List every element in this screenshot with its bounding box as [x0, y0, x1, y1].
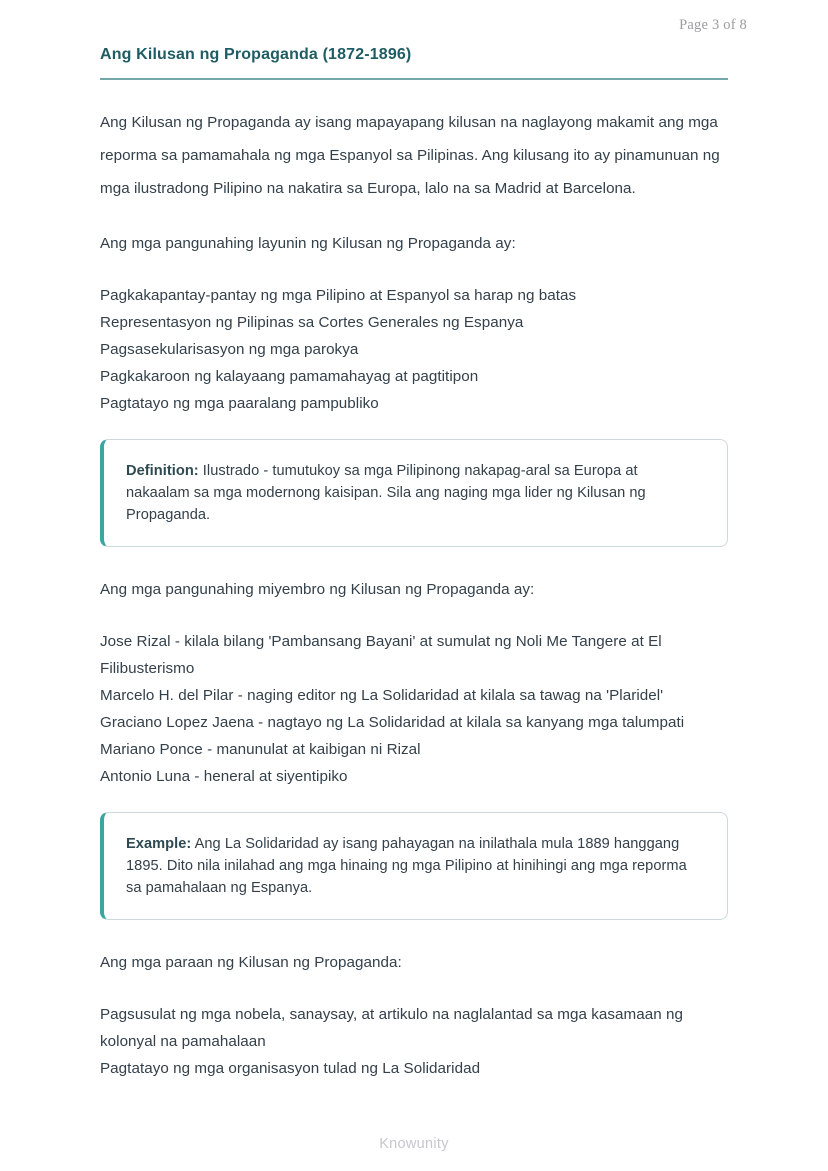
footer-brand-watermark: Knowunity	[379, 1136, 449, 1152]
list-item: Pagtatayo ng mga paaralang pampubliko	[100, 394, 379, 412]
methods-list	[100, 1001, 728, 1082]
definition-callout	[100, 439, 728, 547]
list-item: Pagtatayo ng mga organisasyon tulad ng La Solidaridad	[100, 1059, 481, 1077]
list-item: Mariano Ponce - manunulat at kaibigan ni Rizal	[100, 740, 421, 758]
list-item: Pagkakaroon ng kalayaang pamamahayag at pagtitipon	[100, 367, 479, 385]
definition-callout-text	[126, 460, 705, 526]
objectives-lead-paragraph: Ang mga pangunahing layunin ng Kilusan ng Propaganda ay:	[100, 234, 516, 252]
list-item: Representasyon ng Pilipinas sa Cortes Generales ng Espanya	[100, 313, 524, 331]
list-item: Pagsusulat ng mga nobela, sanaysay, at artikulo na naglalantad sa mga kasamaan ng kolonyal na pamahalaan	[100, 1005, 683, 1050]
example-callout-body: Ang La Solidaridad ay isang pahayagan na inilathala mula 1889 hanggang 1895. Dito nila inilahad ang mga hinaing ng mga Pilipino at hinihingi ang mga reporma sa pamahalaan ng Espanya.	[126, 835, 687, 896]
list-item: Antonio Luna - heneral at siyentipiko	[100, 767, 348, 785]
title-divider	[100, 78, 728, 80]
definition-callout-label: Definition:	[126, 462, 199, 479]
document-content	[100, 45, 728, 1104]
definition-callout-body: Ilustrado - tumutukoy sa mga Pilipinong nakapag-aral sa Europa at nakaalam sa mga modernong kaisipan. Sila ang naging mga lider ng Kilusan ng Propaganda.	[126, 462, 646, 523]
list-item: Marcelo H. del Pilar - naging editor ng La Solidaridad at kilala sa tawag na 'Plaridel'	[100, 686, 664, 704]
example-callout	[100, 812, 728, 920]
intro-paragraph: Ang Kilusan ng Propaganda ay isang mapayapang kilusan na naglayong makamit ang mga reporma sa pamamahala ng mga Espanyol sa Pilipinas. Ang kilusang ito ay pinamunuan ng mga ilustradong Pilipino na nakatira sa Europa, lalo na sa Madrid at Barcelona.	[100, 113, 720, 197]
example-callout-label: Example:	[126, 835, 192, 852]
methods-lead-paragraph: Ang mga paraan ng Kilusan ng Propaganda:	[100, 953, 402, 971]
members-list	[100, 628, 728, 790]
list-item: Jose Rizal - kilala bilang 'Pambansang Bayani' at sumulat ng Noli Me Tangere at El Filibusterismo	[100, 632, 662, 677]
list-item: Graciano Lopez Jaena - nagtayo ng La Solidaridad at kilala sa kanyang mga talumpati	[100, 713, 685, 731]
list-item: Pagsasekularisasyon ng mga parokya	[100, 340, 359, 358]
page-number-label: Page 3 of 8	[679, 17, 747, 33]
example-callout-text	[126, 833, 705, 899]
objectives-list	[100, 282, 728, 417]
list-item: Pagkakapantay-pantay ng mga Pilipino at Espanyol sa harap ng batas	[100, 286, 577, 304]
page-title: Ang Kilusan ng Propaganda (1872-1896)	[100, 46, 412, 63]
members-lead-paragraph: Ang mga pangunahing miyembro ng Kilusan ng Propaganda ay:	[100, 580, 535, 598]
